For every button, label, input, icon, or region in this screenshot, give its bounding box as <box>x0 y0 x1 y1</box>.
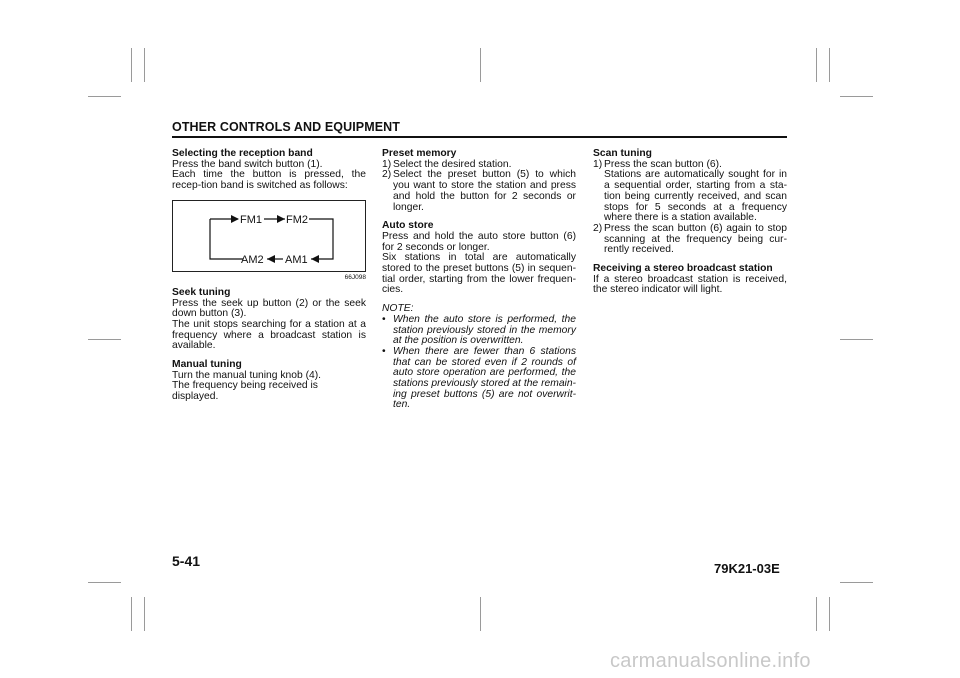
paragraph: The frequency being received is displayed. <box>172 380 318 403</box>
crop-mark <box>816 597 817 631</box>
band-label-fm2: FM2 <box>286 213 308 226</box>
step-body <box>604 160 787 224</box>
step-number: 2) <box>382 169 392 181</box>
list-item <box>382 315 576 347</box>
step-detail: Stations are automatically sought for in a sequential order, starting from a sta-tion being currently received, and scan stops for 5 seconds at a frequency where there is a station available. <box>604 169 787 224</box>
section-heading: Selecting the reception band <box>172 148 313 159</box>
crop-mark <box>131 597 132 631</box>
note-text: When the auto store is performed, the station previously stored in the memory at the position is overwritten. <box>393 313 576 347</box>
paragraph: Each time the button is pressed, the recep-tion band is switched as follows: <box>172 169 366 192</box>
loop-line <box>210 219 243 259</box>
crop-mark <box>88 96 121 97</box>
paragraph: Six stations in total are automatically stored to the preset buttons (5) in sequen-tial order, starting from the lower frequen-cies. <box>382 252 576 296</box>
bullet: • <box>382 313 386 325</box>
crop-mark <box>840 582 873 583</box>
paragraph: Turn the manual tuning knob (4). <box>172 369 322 381</box>
section-heading: Seek tuning <box>172 286 231 298</box>
crop-mark <box>144 597 145 631</box>
page-number: 5-41 <box>172 553 201 569</box>
step-text: Press the scan button (6). <box>604 158 722 170</box>
step-number: 1) <box>382 158 392 170</box>
page-header: OTHER CONTROLS AND EQUIPMENT <box>172 120 401 134</box>
band-label-am1: AM1 <box>285 253 308 266</box>
arrow-left-icon <box>311 255 319 263</box>
header-rule <box>172 136 787 138</box>
crop-mark <box>829 597 830 631</box>
crop-mark <box>829 48 830 82</box>
crop-mark <box>840 339 873 340</box>
list-item <box>382 347 576 411</box>
step-text: Select the desired station. <box>393 158 512 170</box>
paragraph: Press and hold the auto store button (6) for 2 seconds or longer. <box>382 230 576 253</box>
note-text: When there are fewer than 6 stations that can be stored even if 2 rounds of auto store operation are performed, the stations previously stored at the remain-ing preset buttons (5) are not overwrit-ten. <box>393 345 576 411</box>
crop-mark <box>480 48 481 82</box>
paragraph: Press the seek up button (2) or the seek down button (3). <box>172 297 366 320</box>
arrow-right-icon <box>231 215 239 223</box>
section-heading: Receiving a stereo broadcast station <box>593 263 773 275</box>
section-heading: Manual tuning <box>172 359 242 371</box>
list-item <box>593 160 787 224</box>
paragraph: Press the band switch button (1). <box>172 158 323 170</box>
document-code: 79K21-03E <box>714 561 780 576</box>
loop-line <box>309 219 333 259</box>
column-2 <box>382 149 576 411</box>
band-cycle-diagram <box>173 201 365 271</box>
section-heading: Auto store <box>382 220 434 232</box>
band-label-fm1: FM1 <box>240 213 262 226</box>
step-number: 2) <box>593 222 603 234</box>
crop-mark <box>88 339 121 340</box>
paragraph: The unit stops searching for a station at a frequency where a broadcast station is available. <box>172 318 366 352</box>
step-number: 1) <box>593 158 603 170</box>
note-label: NOTE: <box>382 303 414 315</box>
crop-mark <box>816 48 817 82</box>
step-text: Select the preset button (5) to which you want to store the station and press and hold the button for 2 seconds or longer. <box>393 169 576 213</box>
figure-code: 66J098 <box>344 273 366 281</box>
section-heading: Preset memory <box>382 148 457 159</box>
arrow-left-icon <box>267 255 275 263</box>
list-item <box>593 224 787 256</box>
section-heading: Scan tuning <box>593 148 652 159</box>
band-label-am2: AM2 <box>241 253 264 266</box>
crop-mark <box>840 96 873 97</box>
crop-mark <box>480 597 481 631</box>
watermark: carmanualsonline.info <box>610 650 811 672</box>
crop-mark <box>131 48 132 82</box>
list-item <box>382 170 576 213</box>
step-text: Press the scan button (6) again to stop scanning at the frequency being cur-rently received. <box>604 222 787 256</box>
crop-mark <box>144 48 145 82</box>
column-3 <box>593 149 787 296</box>
bullet: • <box>382 345 386 357</box>
band-switch-diagram <box>172 200 366 272</box>
crop-mark <box>88 582 121 583</box>
column-1 <box>172 149 366 403</box>
arrow-right-icon <box>277 215 285 223</box>
paragraph: If a stereo broadcast station is received, the stereo indicator will light. <box>593 273 787 296</box>
